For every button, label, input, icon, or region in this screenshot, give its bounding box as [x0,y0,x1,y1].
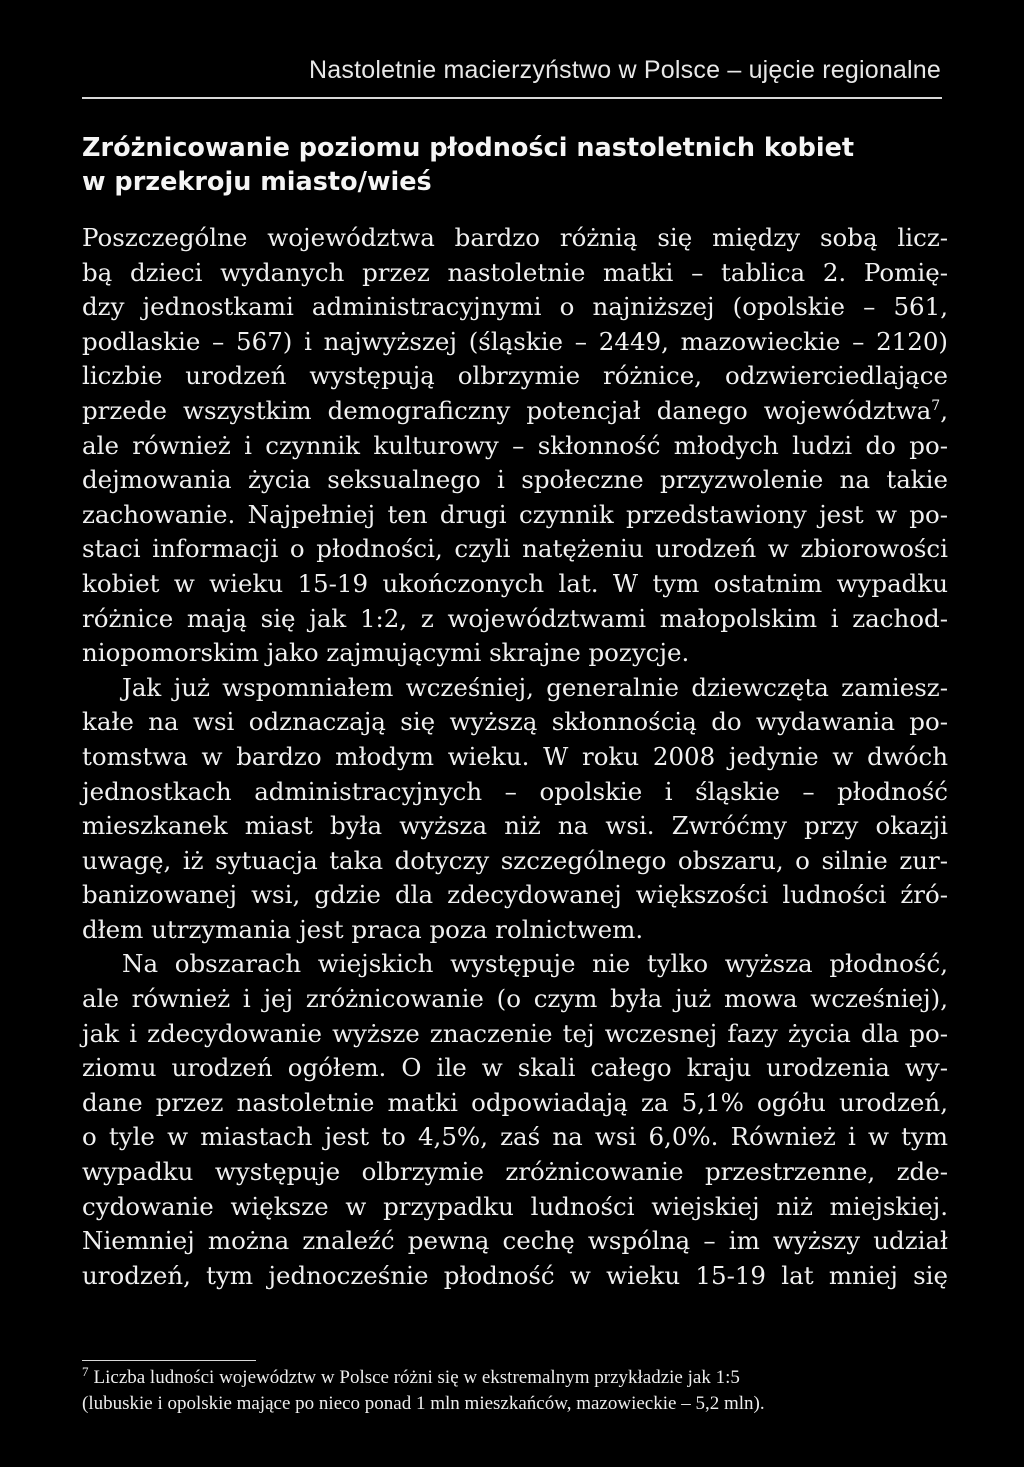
footnote [82,1365,948,1417]
body-line: o tyle w miastach jest to 4,5%, zaś na wsi 6,0%. Również i w tym [82,1122,948,1152]
body-line: ziomu urodzeń ogółem. O ile w skali całego kraju urodzenia wy- [82,1053,948,1083]
body-line: cydowanie większe w przypadku ludności wiejskiej niż miejskiej. [82,1191,948,1221]
running-header: Nastoletnie macierzyństwo w Polsce – ujęcie regionalne [309,56,941,84]
body-line: ale również i jej zróżnicowanie (o czym była już mowa wcześniej), [82,984,948,1014]
body-line: Na obszarach wiejskich występuje nie tylko wyższa płodność, [122,949,948,979]
body-line: mieszkanek miast była wyższa niż na wsi. Zwróćmy przy okazji [82,811,948,841]
footnote-number: 7 [82,1363,89,1379]
body-line: kałe na wsi odznaczają się wyższą skłonnością do wydawania po- [82,707,948,737]
body-line: jednostkach administracyjnych – opolskie i śląskie – płodność [82,776,948,806]
body-line: urodzeń, tym jednocześnie płodność w wieku 15-19 lat mniej się [82,1260,948,1290]
footnote-divider [82,1360,256,1361]
footnote-line [82,1365,948,1391]
section-title-line: Zróżnicowanie poziomu płodności nastoletnich kobiet [82,133,855,163]
body-line-with-footnote [82,394,948,429]
body-line: kobiet w wieku 15-19 ukończonych lat. W tym ostatnim wypadku [82,568,948,598]
body-line: Niemniej można znaleźć pewną cechę wspólną – im wyższy udział [82,1226,948,1256]
body-line: różnice mają się jak 1:2, z województwami małopolskim i zachod- [82,603,948,633]
body-line: uwagę, iż sytuacja taka dotyczy szczególnego obszaru, o silnie zur- [82,845,948,875]
body-line: dane przez nastoletnie matki odpowiadają za 5,1% ogółu urodzeń, [82,1087,948,1117]
body-line: podlaskie – 567) i najwyższej (śląskie – 2449, mazowieckie – 2120) [82,326,948,356]
body-line: niopomorskim jako zajmującymi skrajne pozycje. [82,638,690,668]
body-text [82,221,948,1293]
section-title [82,131,952,199]
body-line: bą dzieci wydanych przez nastoletnie matki – tablica 2. Pomię- [82,257,948,287]
header-divider [82,97,942,99]
body-line-text: przede wszystkim demograficzny potencjał danego województwa [82,395,932,425]
body-line: staci informacji o płodności, czyli natężeniu urodzeń w zbiorowości [82,534,948,564]
footnote-text: Liczba ludności województw w Polsce różni się w ekstremalnym przykładzie jak 1:5 [93,1367,740,1388]
body-line: ale również i czynnik kulturowy – skłonność młodych ludzi do po- [82,430,948,460]
body-line: liczbie urodzeń występują olbrzymie różnice, odzwierciedlające [82,361,948,391]
footnote-reference[interactable]: 7 [931,397,941,414]
body-line: dłem utrzymania jest praca poza rolnictwem. [82,914,644,944]
body-line: dejmowania życia seksualnego i społeczne przyzwolenie na takie [82,465,948,495]
footnote-line: (lubuskie i opolskie mające po nieco ponad 1 mln mieszkańców, mazowieckie – 5,2 mln). [82,1393,765,1414]
body-line: wypadku występuje olbrzymie zróżnicowanie przestrzenne, zde- [82,1157,948,1187]
body-line: banizowanej wsi, gdzie dla zdecydowanej większości ludności źró- [82,880,948,910]
section-title-line: w przekroju miasto/wieś [82,167,432,197]
body-line: Jak już wspomniałem wcześniej, generalnie dziewczęta zamiesz- [122,672,948,702]
body-line: jak i zdecydowanie wyższe znaczenie tej wczesnej fazy życia dla po- [82,1018,948,1048]
body-line: Poszczególne województwa bardzo różnią się między sobą licz- [82,223,948,252]
body-line: tomstwa w bardzo młodym wieku. W roku 2008 jedynie w dwóch [82,741,948,771]
body-line: dzy jednostkami administracyjnymi o najniższej (opolskie – 561, [82,292,948,322]
body-line: zachowanie. Najpełniej ten drugi czynnik przedstawiony jest w po- [82,499,948,529]
body-line-tail: , [940,395,948,425]
